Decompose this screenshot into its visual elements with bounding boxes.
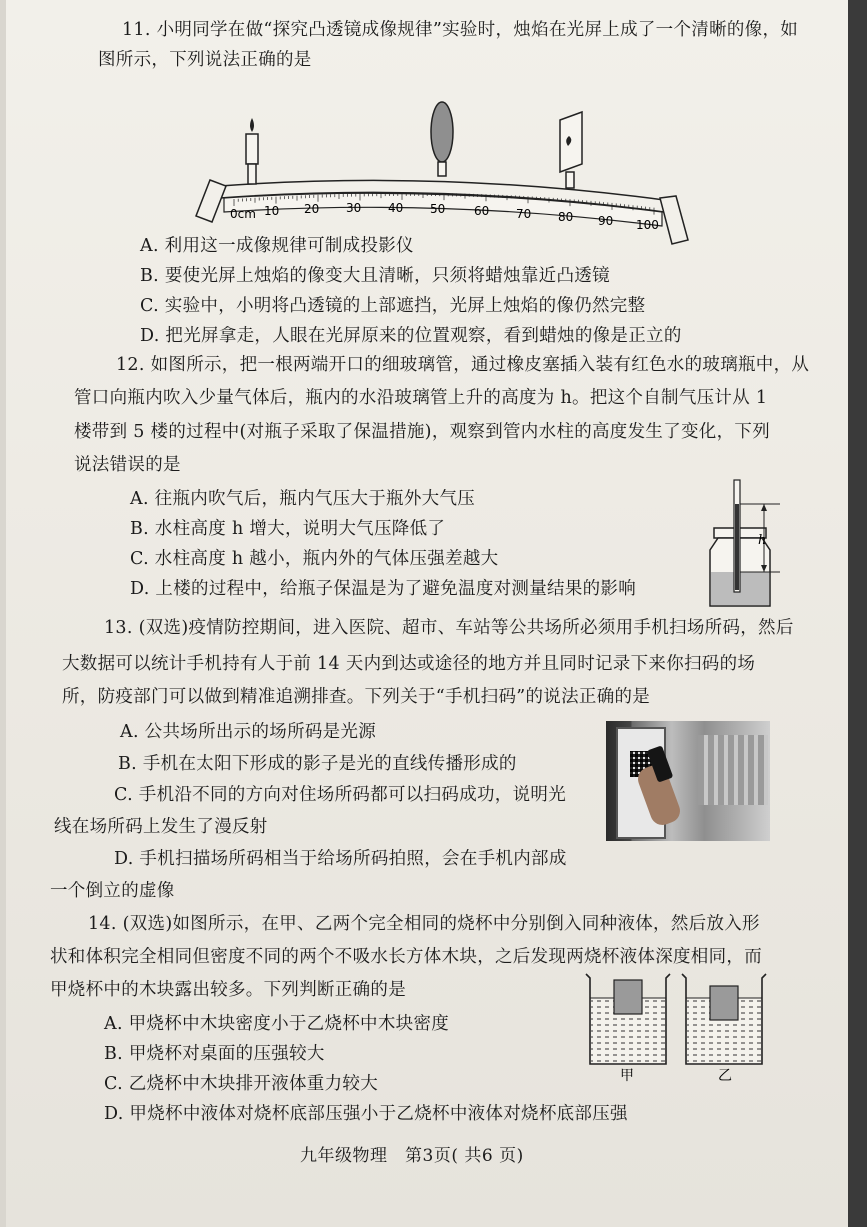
q11-option-c[interactable]: C. 实验中，小明将凸透镜的上部遮挡，光屏上烛焰的像仍然完整	[140, 296, 646, 316]
q13-option-c-line2[interactable]: 线在场所码上发生了漫反射	[54, 817, 268, 837]
scale-label: 30	[346, 201, 362, 215]
page-edge	[848, 0, 867, 1227]
q12-stem-line2: 管口向瓶内吹入少量气体后，瓶内的水沿玻璃管上升的高度为 h。把这个自制气压计从 1	[74, 388, 768, 408]
photo-building	[698, 735, 768, 805]
q14-stem-line1: 14. (双选)如图所示，在甲、乙两个完全相同的烧杯中分别倒入同种液体，然后放入形	[88, 914, 760, 934]
q12-stem-line3: 楼带到 5 楼的过程中(对瓶子采取了保温措施)，观察到管内水柱的高度发生了变化，下列	[74, 422, 771, 442]
q14-stem-line2: 状和体积完全相同但密度不同的两个不吸水长方体木块，之后发现两烧杯液体深度相同，而	[50, 947, 762, 967]
glass-tube	[734, 480, 740, 592]
bench-left-leg	[196, 180, 226, 222]
q12-option-a[interactable]: A. 往瓶内吹气后，瓶内气压大于瓶外大气压	[130, 489, 476, 509]
q14-stem-line3: 甲烧杯中的木块露出较多。下列判断正确的是	[50, 980, 406, 1000]
page-footer: 九年级物理 第3页( 共6 页)	[300, 1146, 524, 1166]
height-label-h: h	[758, 533, 767, 548]
scale-label: 90	[598, 214, 614, 228]
q12-stem-line4: 说法错误的是	[74, 455, 181, 475]
scale-label: 100	[636, 218, 659, 232]
q11-stem-line1: 11. 小明同学在做“探究凸透镜成像规律”实验时，烛焰在光屏上成了一个清晰的像，如	[122, 20, 799, 40]
scale-label: 50	[430, 202, 446, 216]
q13-option-a[interactable]: A. 公共场所出示的场所码是光源	[120, 722, 377, 742]
beaker-jia	[586, 974, 670, 1084]
scale-label: 80	[558, 210, 574, 224]
q12-stem-line1: 12. 如图所示，把一根两端开口的细玻璃管，通过橡皮塞插入装有红色水的玻璃瓶中，从	[116, 355, 810, 375]
q13-stem-line3: 所，防疫部门可以做到精准追溯排查。下列关于“手机扫码”的说法正确的是	[62, 687, 651, 707]
q11-stem-line2: 图所示，下列说法正确的是	[98, 50, 312, 70]
q14-option-b[interactable]: B. 甲烧杯对桌面的压强较大	[104, 1044, 325, 1064]
q13-stem-line1: 13. (双选)疫情防控期间，进入医院、超市、车站等公共场所必须用手机扫场所码，然后	[104, 618, 794, 638]
scale-label: 40	[388, 201, 404, 215]
scale-label: 70	[516, 207, 532, 221]
q13-stem-line2: 大数据可以统计手机持有人于前 14 天内到达或途径的地方并且同时记录下来你扫码的场	[62, 654, 756, 674]
q11-option-d[interactable]: D. 把光屏拿走，人眼在光屏原来的位置观察，看到蜡烛的像是正立的	[140, 326, 682, 346]
bench-right-leg	[660, 196, 688, 244]
candle	[246, 118, 258, 184]
beaker-label-yi: 乙	[718, 1068, 732, 1084]
q12-option-c[interactable]: C. 水柱高度 h 越小，瓶内外的气体压强差越大	[130, 549, 499, 569]
q12-option-b[interactable]: B. 水柱高度 h 增大，说明大气压降低了	[130, 519, 446, 539]
q13-option-c-line1[interactable]: C. 手机沿不同的方向对住场所码都可以扫码成功，说明光	[114, 785, 566, 805]
q13-option-d-line2[interactable]: 一个倒立的虚像	[50, 881, 175, 901]
beaker-label-jia: 甲	[620, 1068, 634, 1084]
scale-label: 0cm	[230, 207, 256, 221]
q14-option-c[interactable]: C. 乙烧杯中木块排开液体重力较大	[104, 1074, 378, 1094]
q11-option-b[interactable]: B. 要使光屏上烛焰的像变大且清晰，只须将蜡烛靠近凸透镜	[140, 266, 610, 286]
q11-option-a[interactable]: A. 利用这一成像规律可制成投影仪	[140, 236, 414, 256]
q12-option-d[interactable]: D. 上楼的过程中，给瓶子保温是为了避免温度对测量结果的影响	[130, 579, 637, 599]
beaker-yi	[682, 974, 766, 1084]
q14-beakers-figure	[580, 968, 775, 1086]
q14-option-a[interactable]: A. 甲烧杯中木块密度小于乙烧杯中木块密度	[104, 1014, 450, 1034]
light-screen	[560, 112, 582, 188]
q13-option-d-line1[interactable]: D. 手机扫描场所码相当于给场所码拍照，会在手机内部成	[114, 849, 567, 869]
scale-label: 60	[474, 204, 490, 218]
scale-label: 20	[304, 202, 320, 216]
q14-option-d[interactable]: D. 甲烧杯中液体对烧杯底部压强小于乙烧杯中液体对烧杯底部压强	[104, 1104, 628, 1124]
convex-lens	[431, 102, 453, 176]
scale-label: 10	[264, 204, 280, 218]
q13-option-b[interactable]: B. 手机在太阳下形成的影子是光的直线传播形成的	[118, 754, 517, 774]
q13-phone-scan-photo	[606, 721, 770, 841]
q12-barometer-figure	[700, 476, 790, 616]
